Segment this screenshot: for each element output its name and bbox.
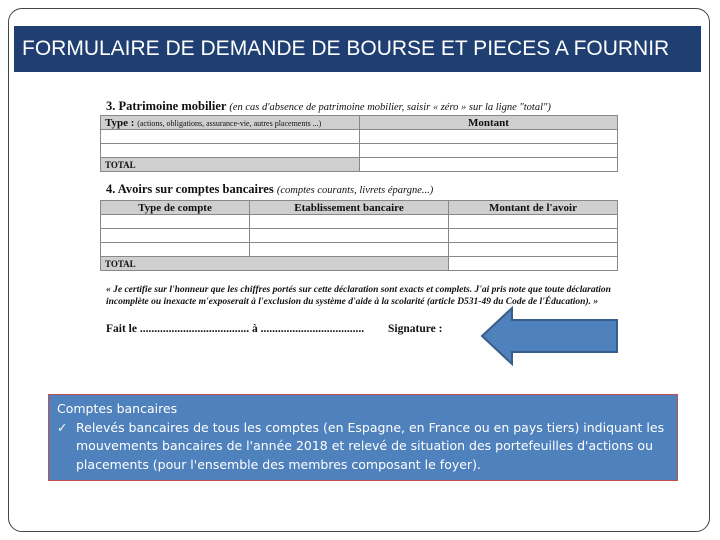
col-amount-header: Montant de l'avoir [449,201,618,215]
table-row [101,144,618,158]
table-row [101,243,618,257]
left-arrow-icon [480,306,620,366]
section-3-heading [106,99,551,114]
section-4-heading [106,182,433,197]
check-icon: ✓ [57,419,68,435]
table-row [101,229,618,243]
info-box-heading: Comptes bancaires [57,401,178,416]
slide-title: FORMULAIRE DE DEMANDE DE BOURSE ET PIECES A FOURNIR [14,26,701,72]
section-4-subtitle: (comptes courants, livrets épargne...) [276,185,434,196]
col-type-header: Type de compte [101,201,250,215]
fait-le-line: Fait le ...................................... à .................................... [106,323,365,335]
col-bank-header: Etablissement bancaire [250,201,449,215]
info-box [48,394,678,481]
avoirs-table [100,200,618,271]
total-label: TOTAL [101,257,449,271]
section-3-subtitle: (en cas d'absence de patrimoine mobilier, saisir « zéro » sur la ligne "total") [229,102,551,113]
signature-label: Signature : [388,323,443,335]
certification-text: « Je certifie sur l'honneur que les chiffres portés sur cette déclaration sont exacts et complets. J'ai pris note que toute déclaration incomplète ou inexacte m'exposerait à l'exclusion du système d'aide à la scolarité (article D531-49 du Code de l'Éducation). » [106,285,611,307]
section-4-title: 4. Avoirs sur comptes bancaires [106,182,274,196]
table-row [101,215,618,229]
section-3-title: 3. Patrimoine mobilier [106,99,227,113]
list-item [57,419,669,475]
type-hint: (actions, obligations, assurance-vie, autres placements ...) [137,118,322,128]
table-row [101,158,618,172]
total-label: TOTAL [101,158,360,172]
type-label: Type : [105,116,135,129]
table-row [101,130,618,144]
patrimoine-table [100,115,618,172]
amount-header: Montant [360,116,618,130]
table-row [101,257,618,271]
list-item-text: Relevés bancaires de tous les comptes (en Espagne, en France ou en pays tiers) indiquant les mouvements bancaires de l'année 2018 et relevé de situation des portefeuilles d'actions ou placements (pour l'ensemble des membres composant le foyer). [76,419,665,472]
